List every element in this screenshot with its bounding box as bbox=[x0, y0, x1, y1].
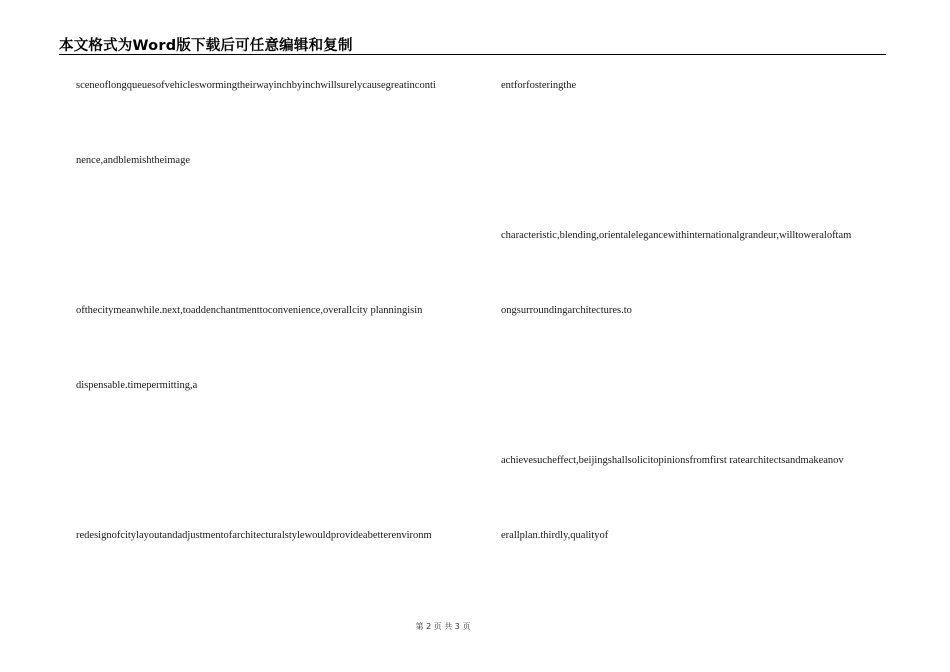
header-rule bbox=[59, 54, 886, 55]
text-line: dispensable.timepermitting,a bbox=[76, 380, 198, 391]
text-line: sceneoflongqueuesofvehicleswormingtheirwayinchbyinchwillsurelycausegreatinconti bbox=[76, 80, 436, 91]
text-line: ongsurroundingarchitectures.to bbox=[501, 305, 632, 316]
text-line: ofthecitymeanwhile.next,toaddenchantmenttoconvenience,overallcity planningisin bbox=[76, 305, 423, 316]
text-line: entforfosteringthe bbox=[501, 80, 577, 91]
text-line: erallplan.thirdly,qualityof bbox=[501, 530, 609, 541]
header-title: 本文格式为Word版下载后可任意编辑和复制 bbox=[59, 38, 353, 54]
page-indicator: 第 2 页 共 3 页 bbox=[415, 622, 471, 631]
text-line: achievesucheffect,beijingshallsolicitopinionsfromfirst ratearchitectsandmakeanov bbox=[501, 455, 844, 466]
text-line: nence,andblemishtheimage bbox=[76, 155, 190, 166]
text-line: characteristic,blending,orientalelegancewithinternationalgrandeur,willtoweraloftam bbox=[501, 230, 852, 241]
text-line: redesignofcitylayoutandadjustmentofarchitecturalstylewouldprovideabetterenvironm bbox=[76, 530, 432, 541]
